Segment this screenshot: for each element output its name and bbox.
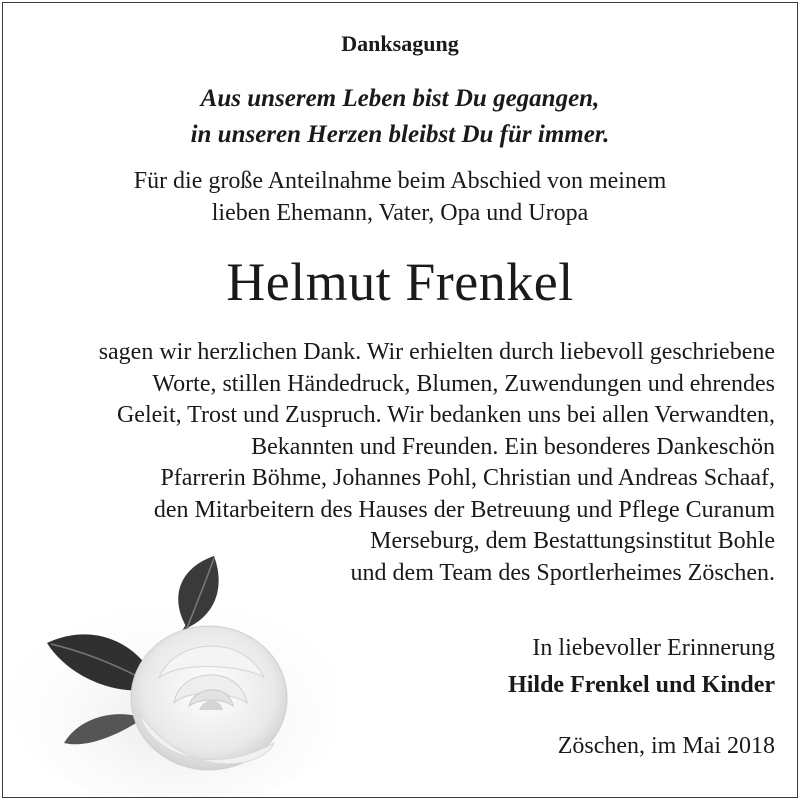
text-line: Geleit, Trost und Zuspruch. Wir bedanken uns bei allen Verwandten, [116, 402, 775, 428]
text-line: den Mitarbeitern des Hauses der Betreuung und Pflege Curanum [153, 496, 775, 523]
motto-line: in unseren Herzen bleibst Du für immer. [190, 121, 610, 148]
heading: Danksagung [341, 31, 459, 56]
text-line: Worte, stillen Händedruck, Blumen, Zuwendungen und ehrendes [152, 370, 775, 397]
motto-line: Aus unserem Leben bist Du gegangen, [200, 85, 600, 112]
motto [3, 81, 797, 153]
closing-phrase: In liebevoller Erinnerung [532, 635, 775, 661]
obituary-notice [2, 2, 798, 798]
text-line: Pfarrerin Böhme, Johannes Pohl, Christian und Andreas Schaaf, [160, 465, 775, 491]
deceased-name: Helmut Frenkel [226, 252, 574, 312]
text-line: Merseburg, dem Bestattungsinstitut Bohle [370, 528, 775, 554]
intro-text [3, 165, 797, 229]
signers: Hilde Frenkel und Kinder [508, 672, 775, 698]
thank-you-text [99, 337, 775, 589]
text-line: sagen wir herzlichen Dank. Wir erhielten durch liebevoll geschriebene [98, 339, 775, 365]
text-line: Bekannten und Freunden. Ein besonderes Dankeschön [251, 433, 775, 460]
closing-block [508, 630, 775, 704]
text-line: und dem Team des Sportlerheimes Zöschen. [350, 559, 775, 586]
place-date: Zöschen, im Mai 2018 [557, 733, 775, 759]
intro-line: Für die große Anteilnahme beim Abschied von meinem [133, 168, 667, 194]
intro-line: lieben Ehemann, Vater, Opa und Uropa [211, 200, 589, 226]
